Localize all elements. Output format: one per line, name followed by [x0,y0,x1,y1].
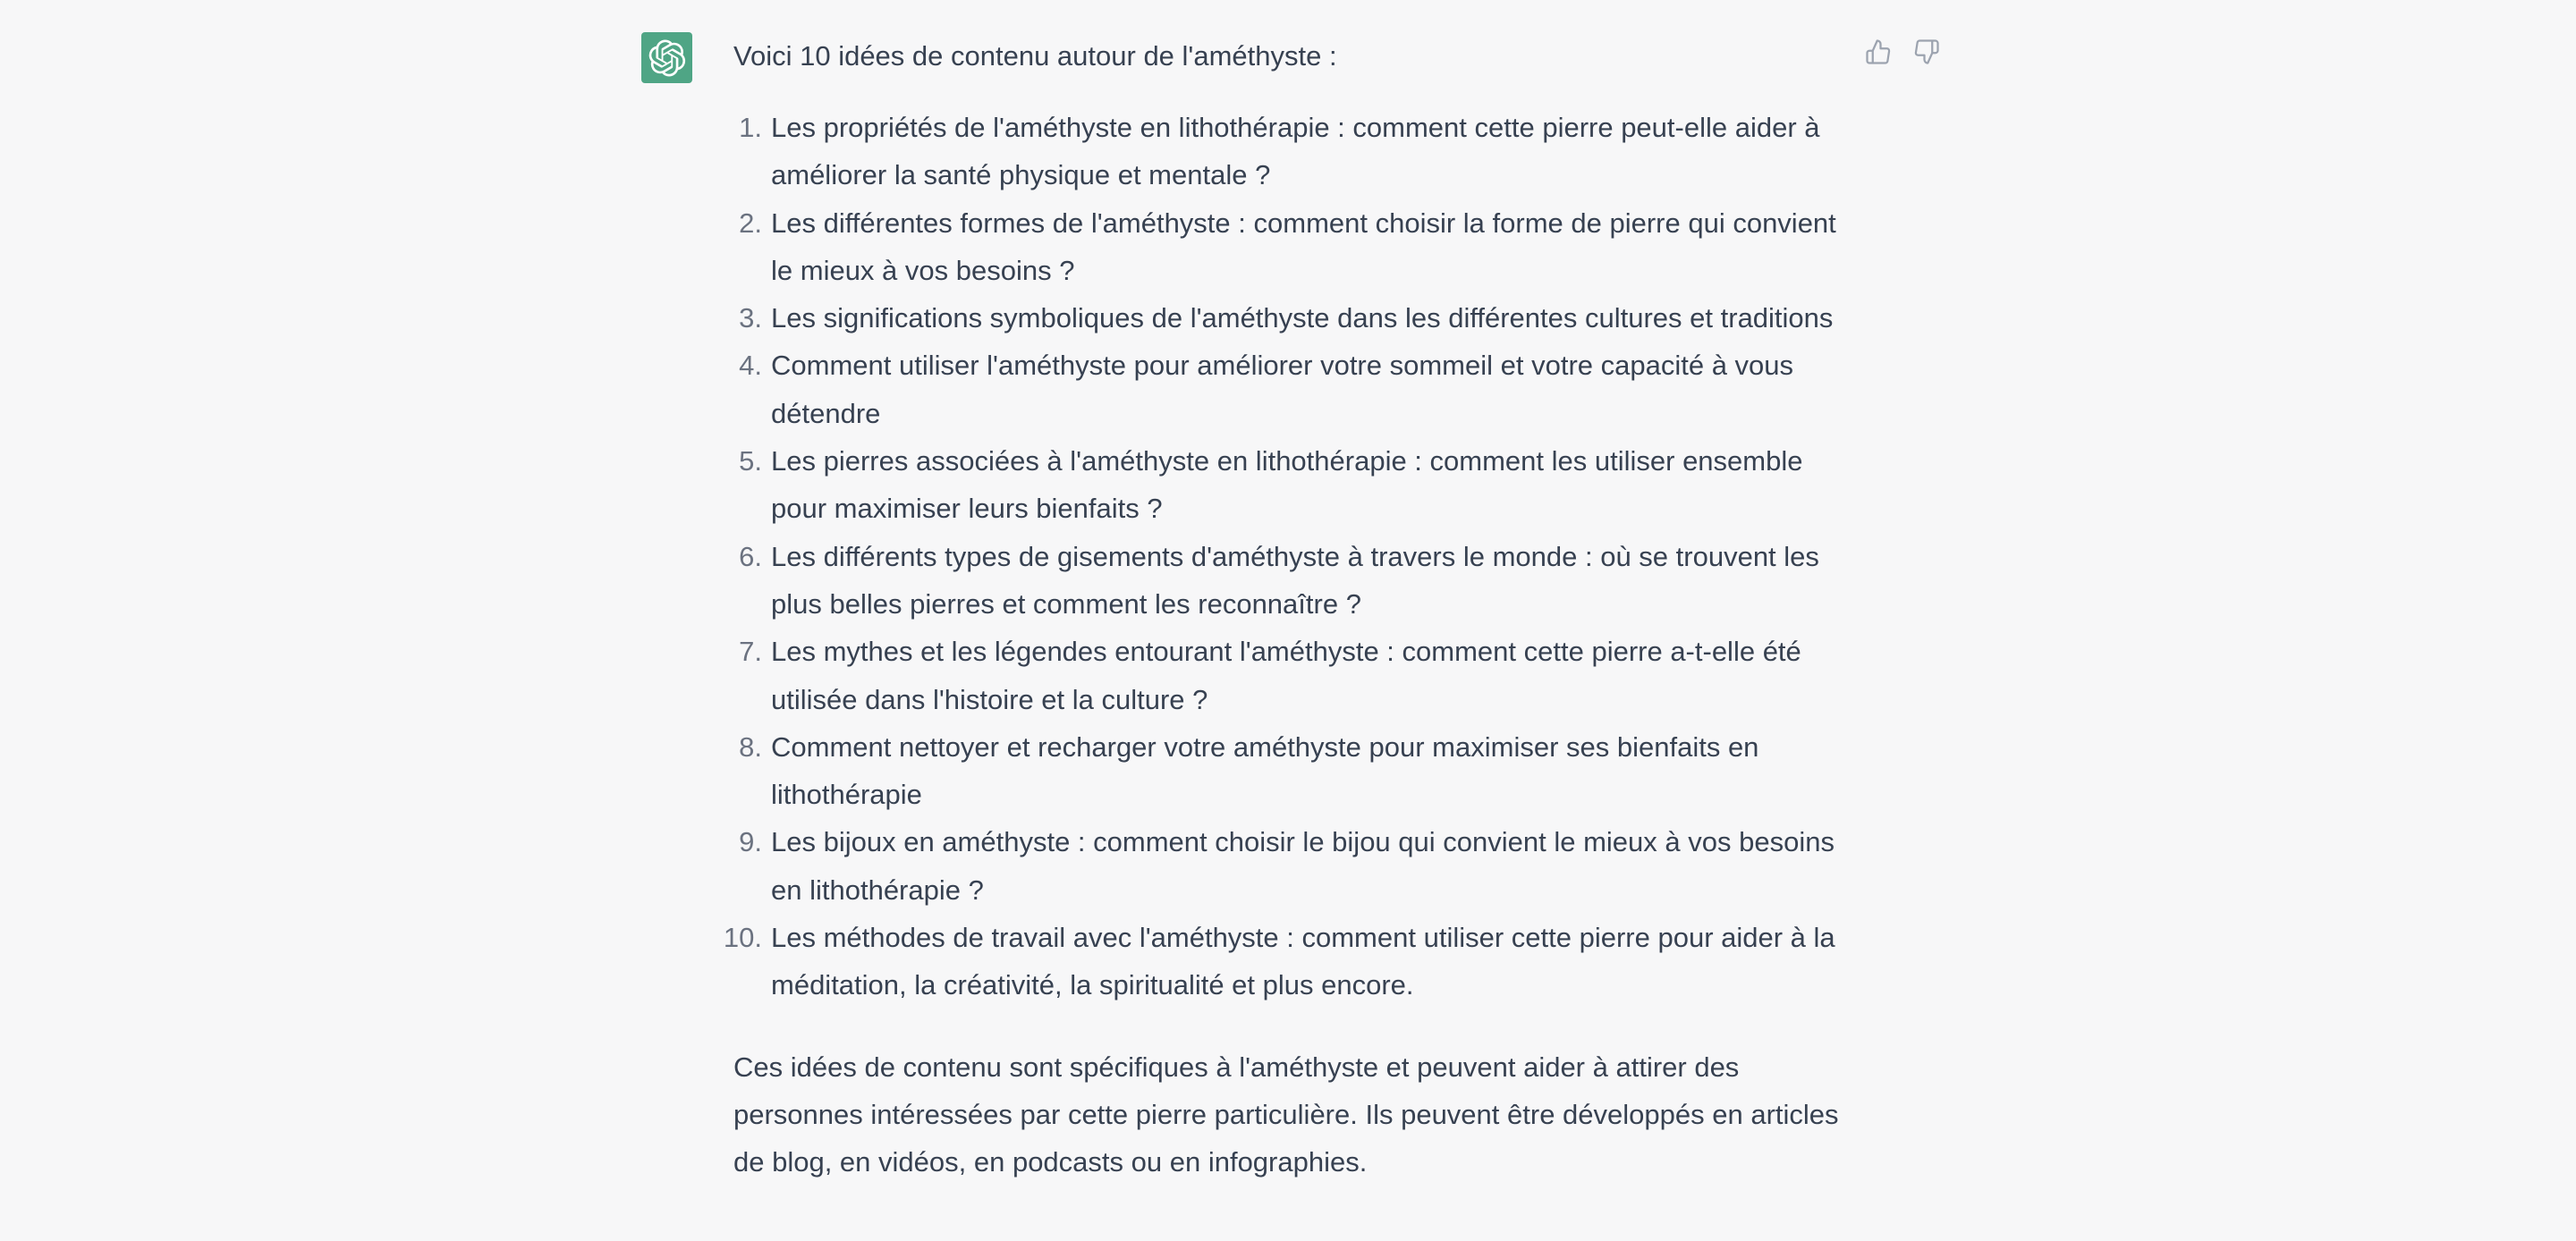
list-item [733,533,1852,629]
list-item [733,104,1852,199]
thumbs-up-button[interactable] [1864,38,1893,66]
list-item-text: Les significations symboliques de l'améthyste dans les différentes cultures et traditions [771,302,1834,334]
list-item-text: Les méthodes de travail avec l'améthyste : comment utiliser cette pierre pour aider à la méditation, la créativité, la spiritualité et plus encore. [771,922,1835,1001]
message-intro: Voici 10 idées de contenu autour de l'améthyste : [733,40,1337,72]
assistant-avatar [641,32,692,83]
list-item [733,294,1852,342]
list-item-text: Les propriétés de l'améthyste en lithothérapie : comment cette pierre peut-elle aider à améliorer la santé physique et mentale ? [771,112,1820,191]
list-item-number: 8. [739,730,762,763]
thumbs-down-icon [1913,38,1940,65]
list-item-text: Les pierres associées à l'améthyste en lithothérapie : comment les utiliser ensemble pour maximiser leurs bienfaits ? [771,445,1803,525]
list-item-number: 2. [739,207,762,239]
list-item [723,914,1852,1009]
list-item [733,199,1852,295]
list-item-text: Les différents types de gisements d'améthyste à travers le monde : où se trouvent les plus belles pierres et comment les reconnaître ? [771,540,1819,620]
list-item-number: 9. [739,826,762,858]
list-item [733,437,1852,533]
list-item [733,628,1852,723]
message-outro: Ces idées de contenu sont spécifiques à l'améthyste et peuvent aider à attirer des personnes intéressées par cette pierre particulière. Ils peuvent être développés en articles de blog, en vidéos, en podcasts ou en infographies. [733,1051,1839,1178]
list-item-number: 3. [739,302,762,334]
ideas-list [723,104,1852,1009]
thumbs-down-button[interactable] [1912,38,1941,66]
list-item-number: 4. [739,350,762,382]
list-item-text: Les bijoux en améthyste : comment choisir le bijou qui convient le mieux à vos besoins en lithothérapie ? [771,826,1835,906]
list-item-number: 1. [739,112,762,143]
list-item-number: 7. [739,636,762,668]
list-item [733,818,1852,914]
list-item-text: Les mythes et les légendes entourant l'améthyste : comment cette pierre a-t-elle été utilisée dans l'histoire et la culture ? [771,636,1801,715]
message-content [723,32,1852,1186]
openai-logo-icon [648,39,686,77]
thumbs-up-icon [1865,38,1892,65]
list-item-text: Les différentes formes de l'améthyste : comment choisir la forme de pierre qui convient le mieux à vos besoins ? [771,207,1836,286]
list-item-text: Comment utiliser l'améthyste pour améliorer votre sommeil et votre capacité à vous détendre [771,350,1794,429]
list-item [733,723,1852,819]
list-item-number: 6. [739,540,762,572]
list-item-number: 10. [723,922,762,954]
feedback-buttons [1864,38,1941,66]
list-item-number: 5. [739,445,762,477]
list-item [733,342,1852,437]
list-item-text: Comment nettoyer et recharger votre améthyste pour maximiser ses bienfaits en lithothérapie [771,730,1759,811]
